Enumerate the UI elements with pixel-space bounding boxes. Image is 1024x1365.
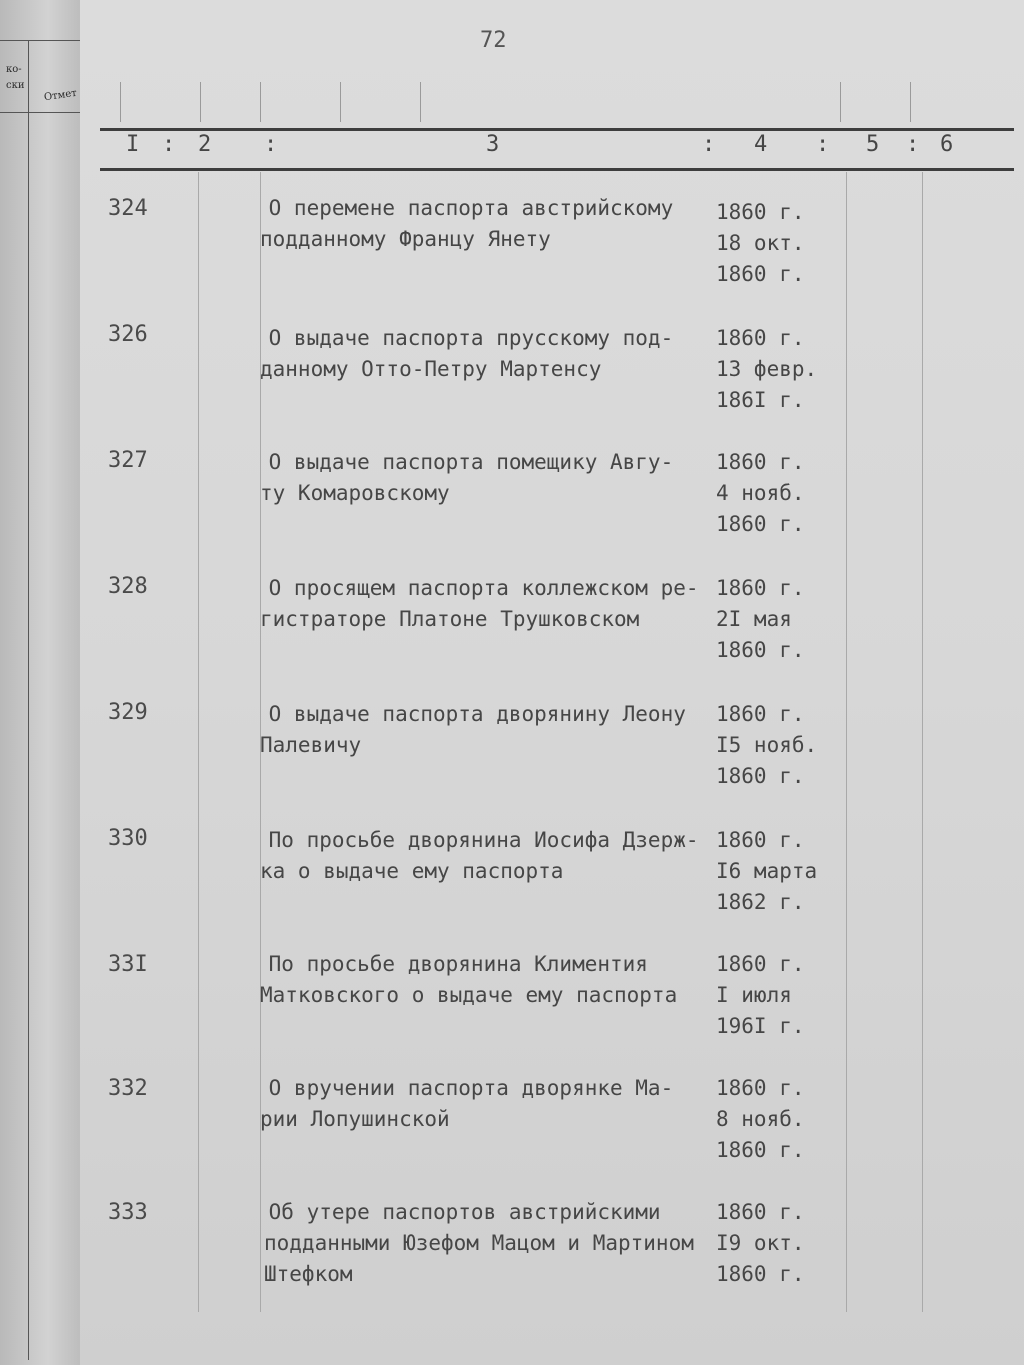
entry-title-line: Матковского о выдаче ему паспорта [260, 983, 678, 1007]
left-page-fragment: ски [6, 80, 25, 91]
entry-date: 1862 г. [716, 890, 805, 914]
left-page-fragment: Отмет [43, 87, 78, 104]
entry-date: 1860 г. [716, 262, 805, 286]
entry-date: 1860 г. [716, 450, 805, 474]
column-separator: : [816, 132, 830, 157]
entry-date: 1860 г. [716, 952, 805, 976]
column-rule [922, 172, 923, 1312]
entry-title-line: О перемене паспорта австрийскому [256, 196, 674, 220]
entry-title-line: О просящем паспорта коллежском ре- [256, 576, 699, 600]
document-page [80, 0, 1024, 1365]
header-rule-top [100, 128, 1014, 131]
left-page-fragment: ко- [6, 64, 22, 75]
entry-date: 1860 г. [716, 828, 805, 852]
entry-date: 196I г. [716, 1014, 805, 1038]
entry-number: 329 [108, 700, 148, 725]
entry-date: 18 окт. [716, 231, 805, 255]
entry-date: 186I г. [716, 388, 805, 412]
entry-title-line: Палевичу [260, 733, 362, 757]
entry-number: 33I [108, 952, 148, 977]
left-page-column-rule [28, 40, 29, 1360]
entry-date: I5 нояб. [716, 733, 818, 757]
entry-date: 1860 г. [716, 1076, 805, 1100]
column-number: 6 [940, 132, 954, 157]
entry-title-line: По просьбе дворянина Климентия [256, 952, 648, 976]
entry-title-line: гистраторе Платоне Трушковском [260, 607, 640, 631]
entry-date: 1860 г. [716, 764, 805, 788]
entry-title-line: ту Комаровскому [260, 481, 450, 505]
column-number: 2 [198, 132, 212, 157]
column-rule [846, 172, 847, 1312]
column-number: 4 [754, 132, 768, 157]
entry-title-line: О вручении паспорта дворянке Ма- [256, 1076, 674, 1100]
entry-date: 1860 г. [716, 1138, 805, 1162]
entry-number: 332 [108, 1076, 148, 1101]
column-separator: : [906, 132, 920, 157]
entry-date: 1860 г. [716, 512, 805, 536]
entry-title-line: Штефком [264, 1262, 353, 1286]
entry-date: I6 марта [716, 859, 818, 883]
column-number: I [126, 132, 140, 157]
entry-date: 1860 г. [716, 638, 805, 662]
entry-title-line: О выдаче паспорта помещику Авгу- [256, 450, 674, 474]
column-separator: : [702, 132, 716, 157]
entry-title-line: О выдаче паспорта дворянину Леону [256, 702, 686, 726]
entry-date: 1860 г. [716, 576, 805, 600]
entry-number: 333 [108, 1200, 148, 1225]
page-number: 72 [480, 28, 507, 53]
left-page-edge [0, 0, 82, 1365]
entry-number: 327 [108, 448, 148, 473]
left-page-header-rule [0, 112, 80, 113]
column-separator: : [162, 132, 176, 157]
entry-date: 8 нояб. [716, 1107, 805, 1131]
entry-title-line: рии Лопушинской [260, 1107, 450, 1131]
entry-date: I июля [716, 983, 792, 1007]
column-separator: : [264, 132, 278, 157]
column-rule [198, 172, 199, 1312]
entry-number: 328 [108, 574, 148, 599]
entry-date: I9 окт. [716, 1231, 805, 1255]
entry-title-line: подданными Юзефом Мацом и Мартином [264, 1231, 694, 1255]
header-rule-bottom [100, 168, 1014, 171]
entry-number: 326 [108, 322, 148, 347]
left-page-header-rule [0, 40, 80, 41]
entry-title-line: По просьбе дворянина Иосифа Дзерж- [256, 828, 699, 852]
faint-bleedthrough-header [80, 82, 1024, 122]
entry-title-line: подданному Францу Янету [260, 227, 551, 251]
entry-number: 330 [108, 826, 148, 851]
entry-date: 2I мая [716, 607, 792, 631]
entry-title-line: ка о выдаче ему паспорта [260, 859, 564, 883]
entry-number: 324 [108, 196, 148, 221]
entry-title-line: О выдаче паспорта прусскому под- [256, 326, 674, 350]
entry-date: 13 февр. [716, 357, 818, 381]
entry-date: 1860 г. [716, 1262, 805, 1286]
entry-title-line: данному Отто-Петру Мартенсу [260, 357, 602, 381]
entry-date: 1860 г. [716, 1200, 805, 1224]
entry-date: 1860 г. [716, 702, 805, 726]
entry-title-line: Об утере паспортов австрийскими [256, 1200, 661, 1224]
entry-date: 1860 г. [716, 326, 805, 350]
entry-date: 4 нояб. [716, 481, 805, 505]
column-number: 3 [486, 132, 500, 157]
entry-date: 1860 г. [716, 200, 805, 224]
column-number: 5 [866, 132, 880, 157]
